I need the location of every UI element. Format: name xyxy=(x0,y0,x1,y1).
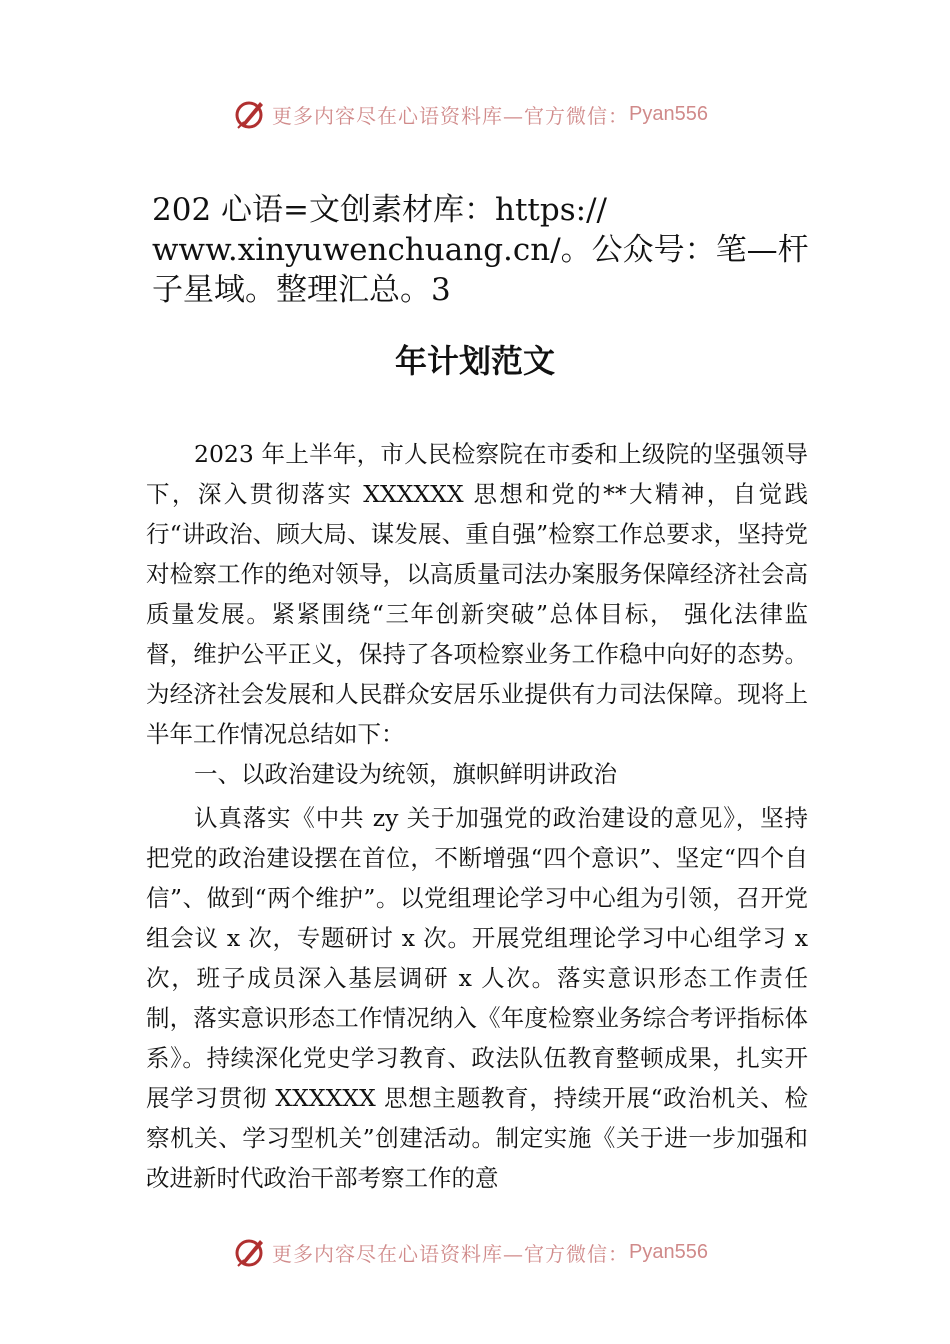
footer-banner xyxy=(232,1232,708,1272)
wechat-id: Pyan556 xyxy=(629,102,708,125)
paragraph-intro: 2023 年上半年，市人民检察院在市委和上级院的坚强领导下，深入贯彻落实 XXXXXX 思想和党的**大精神，自觉践行“讲政治、顾大局、谋发展、重自强”检察工作总要求，坚持党对检察工作的绝对领导，以高质量司法办案服务保障经济社会高质量发展。紧紧围绕“三年创新突破”总体目标， 强化法律监督，维护公平正义，保持了各项检察业务工作稳中向好的态势。为经济社会发展和人民群众安居乐业提供有力司法保障。现将上半年工作情况总结如下： xyxy=(146,440,808,748)
header-banner xyxy=(232,94,708,134)
wechat-id: Pyan556 xyxy=(629,1240,708,1263)
section-heading-1: 一、以政治建设为统领，旗帜鲜明讲政治 xyxy=(194,760,617,788)
banner-text: 更多内容尽在心语资料库—官方微信： xyxy=(272,1241,629,1266)
quill-logo-icon xyxy=(232,96,268,132)
quill-logo-icon xyxy=(232,1234,268,1270)
banner-text: 更多内容尽在心语资料库—官方微信： xyxy=(272,103,629,128)
document-title: 年计划范文 xyxy=(394,342,555,380)
source-heading: 202 心语=文创素材库：https:// www.xinyuwenchuang.cn/。公众号：笔—杆子星域。整理汇总。3 xyxy=(152,192,809,308)
paragraph-political-building: 认真落实《中共 zy 关于加强党的政治建设的意见》，坚持把党的政治建设摆在首位，不断增强“四个意识”、坚定“四个自信”、做到“两个维护”。以党组理论学习中心组为引领，召开党组会议 x 次，专题研讨 x 次。开展党组理论学习中心组学习 x 次，班子成员深入基层调研 x 人次。落实意识形态工作责任制，落实意识形态工作情况纳入《年度检察业务综合考评指标体系》。持续深化党史学习教育、政法队伍教育整顿成果，扎实开展学习贯彻 XXXXXX 思想主题教育，持续开展“政治机关、检察机关、学习型机关”创建活动。制定实施《关于进一步加强和改进新时代政治干部考察工作的意 xyxy=(146,804,808,1192)
